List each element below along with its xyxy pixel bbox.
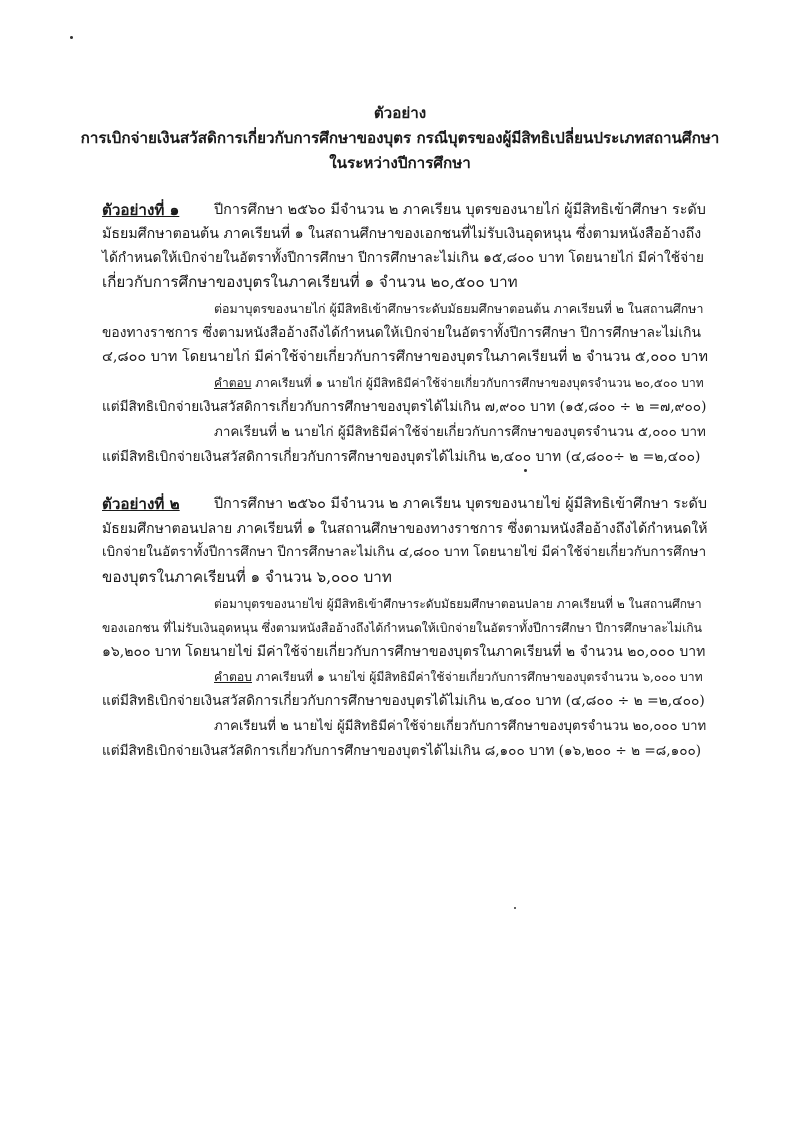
example-2-text: ของเอกชน ที่ไม่รับเงินอุดหนุน ซึ่งตามหนังสืออ้างถึงได้กำหนดให้เบิกจ่ายในอัตราทั้งปีการศึกษา ปีการศึกษาละไม่เกิน	[102, 621, 702, 635]
example-2-answer-text: แต่มีสิทธิเบิกจ่ายเงินสวัสดิการเกี่ยวกับการศึกษาของบุตรได้ไม่เกิน ๘,๑๐๐ บาท (๑๖,๒๐๐ ÷ ๒ =๘,๑๐๐)	[102, 743, 702, 759]
example-1-text: ๔,๘๐๐ บาท โดยนายไก่ มีค่าใช้จ่ายเกี่ยวกับการศึกษาของบุตรในภาคเรียนที่ ๒ จำนวน ๕,๐๐๐ บาท	[102, 349, 708, 365]
example-2-text: ปีการศึกษา ๒๕๖๐ มีจำนวน ๒ ภาคเรียน บุตรของนายไข่ ผู้มีสิทธิเข้าศึกษา ระดับ	[214, 496, 708, 512]
document-subtitle: การเบิกจ่ายเงินสวัสดิการเกี่ยวกับการศึกษาของบุตร กรณีบุตรของผู้มีสิทธิเปลี่ยนประเภทสถานศึกษา	[80, 129, 720, 147]
document-title: ตัวอย่าง	[373, 104, 427, 122]
example-2-answer-text: แต่มีสิทธิเบิกจ่ายเงินสวัสดิการเกี่ยวกับการศึกษาของบุตรได้ไม่เกิน ๒,๔๐๐ บาท (๔,๘๐๐ ÷ ๒ =๒,๔๐๐)	[102, 693, 705, 709]
example-1-label: ตัวอย่างที่ ๑	[102, 201, 180, 219]
example-2-text: เบิกจ่ายในอัตราทั้งปีการศึกษา ปีการศึกษาละไม่เกิน ๔,๘๐๐ บาท โดยนายไข่ มีค่าใช้จ่ายเกี่ยวกับการศึกษา	[102, 545, 707, 560]
example-1-text: ของทางราชการ ซึ่งตามหนังสืออ้างถึงได้กำหนดให้เบิกจ่ายในอัตราทั้งปีการศึกษา ปีการศึกษาละไม่เกิน	[102, 325, 701, 341]
answer-label: คำตอบ	[214, 376, 252, 390]
example-1-answer-text: แต่มีสิทธิเบิกจ่ายเงินสวัสดิการเกี่ยวกับการศึกษาของบุตรได้ไม่เกิน ๗,๙๐๐ บาท (๑๕,๘๐๐ ÷ ๒ =๗,๙๐๐)	[102, 399, 707, 415]
scan-speck	[524, 469, 527, 472]
scan-speck	[514, 907, 516, 909]
example-1-answer-text: แต่มีสิทธิเบิกจ่ายเงินสวัสดิการเกี่ยวกับการศึกษาของบุตรได้ไม่เกิน ๒,๔๐๐ บาท (๔,๘๐๐÷ ๒ =๒,๔๐๐)	[102, 449, 701, 465]
example-1-answer-text: ภาคเรียนที่ ๒ นายไก่ ผู้มีสิทธิมีค่าใช้จ่ายเกี่ยวกับการศึกษาของบุตรจำนวน ๕,๐๐๐ บาท	[214, 425, 706, 440]
example-1-answer	[214, 373, 704, 393]
example-1-text: ปีการศึกษา ๒๕๖๐ มีจำนวน ๒ ภาคเรียน บุตรของนายไก่ ผู้มีสิทธิเข้าศึกษา ระดับ	[214, 202, 706, 218]
scan-speck	[70, 36, 73, 39]
example-1-text: มัธยมศึกษาตอนต้น ภาคเรียนที่ ๑ ในสถานศึกษาของเอกชนที่ไม่รับเงินอุดหนุน ซึ่งตามหนังสืออ้างถึง	[102, 226, 702, 242]
answer-text: ภาคเรียนที่ ๑ นายไข่ ผู้มีสิทธิมีค่าใช้จ่ายเกี่ยวกับการศึกษาของบุตรจำนวน ๖,๐๐๐ บาท	[251, 670, 703, 684]
document-subtitle: ในระหว่างปีการศึกษา	[329, 154, 471, 172]
answer-text: ภาคเรียนที่ ๑ นายไก่ ผู้มีสิทธิมีค่าใช้จ่ายเกี่ยวกับการศึกษาของบุตรจำนวน ๒๐,๕๐๐ บาท	[251, 376, 704, 390]
example-2-label: ตัวอย่างที่ ๒	[102, 495, 180, 513]
example-1-text: ได้กำหนดให้เบิกจ่ายในอัตราทั้งปีการศึกษา ปีการศึกษาละไม่เกิน ๑๕,๘๐๐ บาท โดยนายไก่ มีค่าใช้จ่าย	[102, 250, 705, 266]
example-2-text: มัธยมศึกษาตอนปลาย ภาคเรียนที่ ๑ ในสถานศึกษาของทางราชการ ซึ่งตามหนังสืออ้างถึงได้กำหนดให้	[102, 521, 708, 537]
example-2-text: ๑๖,๒๐๐ บาท โดยนายไข่ มีค่าใช้จ่ายเกี่ยวกับการศึกษาของบุตรในภาคเรียนที่ ๒ จำนวน ๒๐,๐๐๐ บาท	[102, 644, 706, 660]
example-1-text: เกี่ยวกับการศึกษาของบุตรในภาคเรียนที่ ๑ จำนวน ๒๐,๕๐๐ บาท	[102, 273, 518, 291]
example-1-text: ต่อมาบุตรของนายไก่ ผู้มีสิทธิเข้าศึกษาระดับมัธยมศึกษาตอนต้น ภาคเรียนที่ ๒ ในสถานศึกษา	[214, 301, 704, 316]
answer-label: คำตอบ	[214, 670, 252, 684]
example-2-text: ต่อมาบุตรของนายไข่ ผู้มีสิทธิเข้าศึกษาระดับมัธยมศึกษาตอนปลาย ภาคเรียนที่ ๒ ในสถานศึกษา	[214, 597, 702, 611]
example-2-answer	[214, 667, 703, 687]
example-2-answer-text: ภาคเรียนที่ ๒ นายไข่ ผู้มีสิทธิมีค่าใช้จ่ายเกี่ยวกับการศึกษาของบุตรจำนวน ๒๐,๐๐๐ บาท	[214, 719, 707, 734]
example-2-text: ของบุตรในภาคเรียนที่ ๑ จำนวน ๖,๐๐๐ บาท	[102, 568, 392, 586]
